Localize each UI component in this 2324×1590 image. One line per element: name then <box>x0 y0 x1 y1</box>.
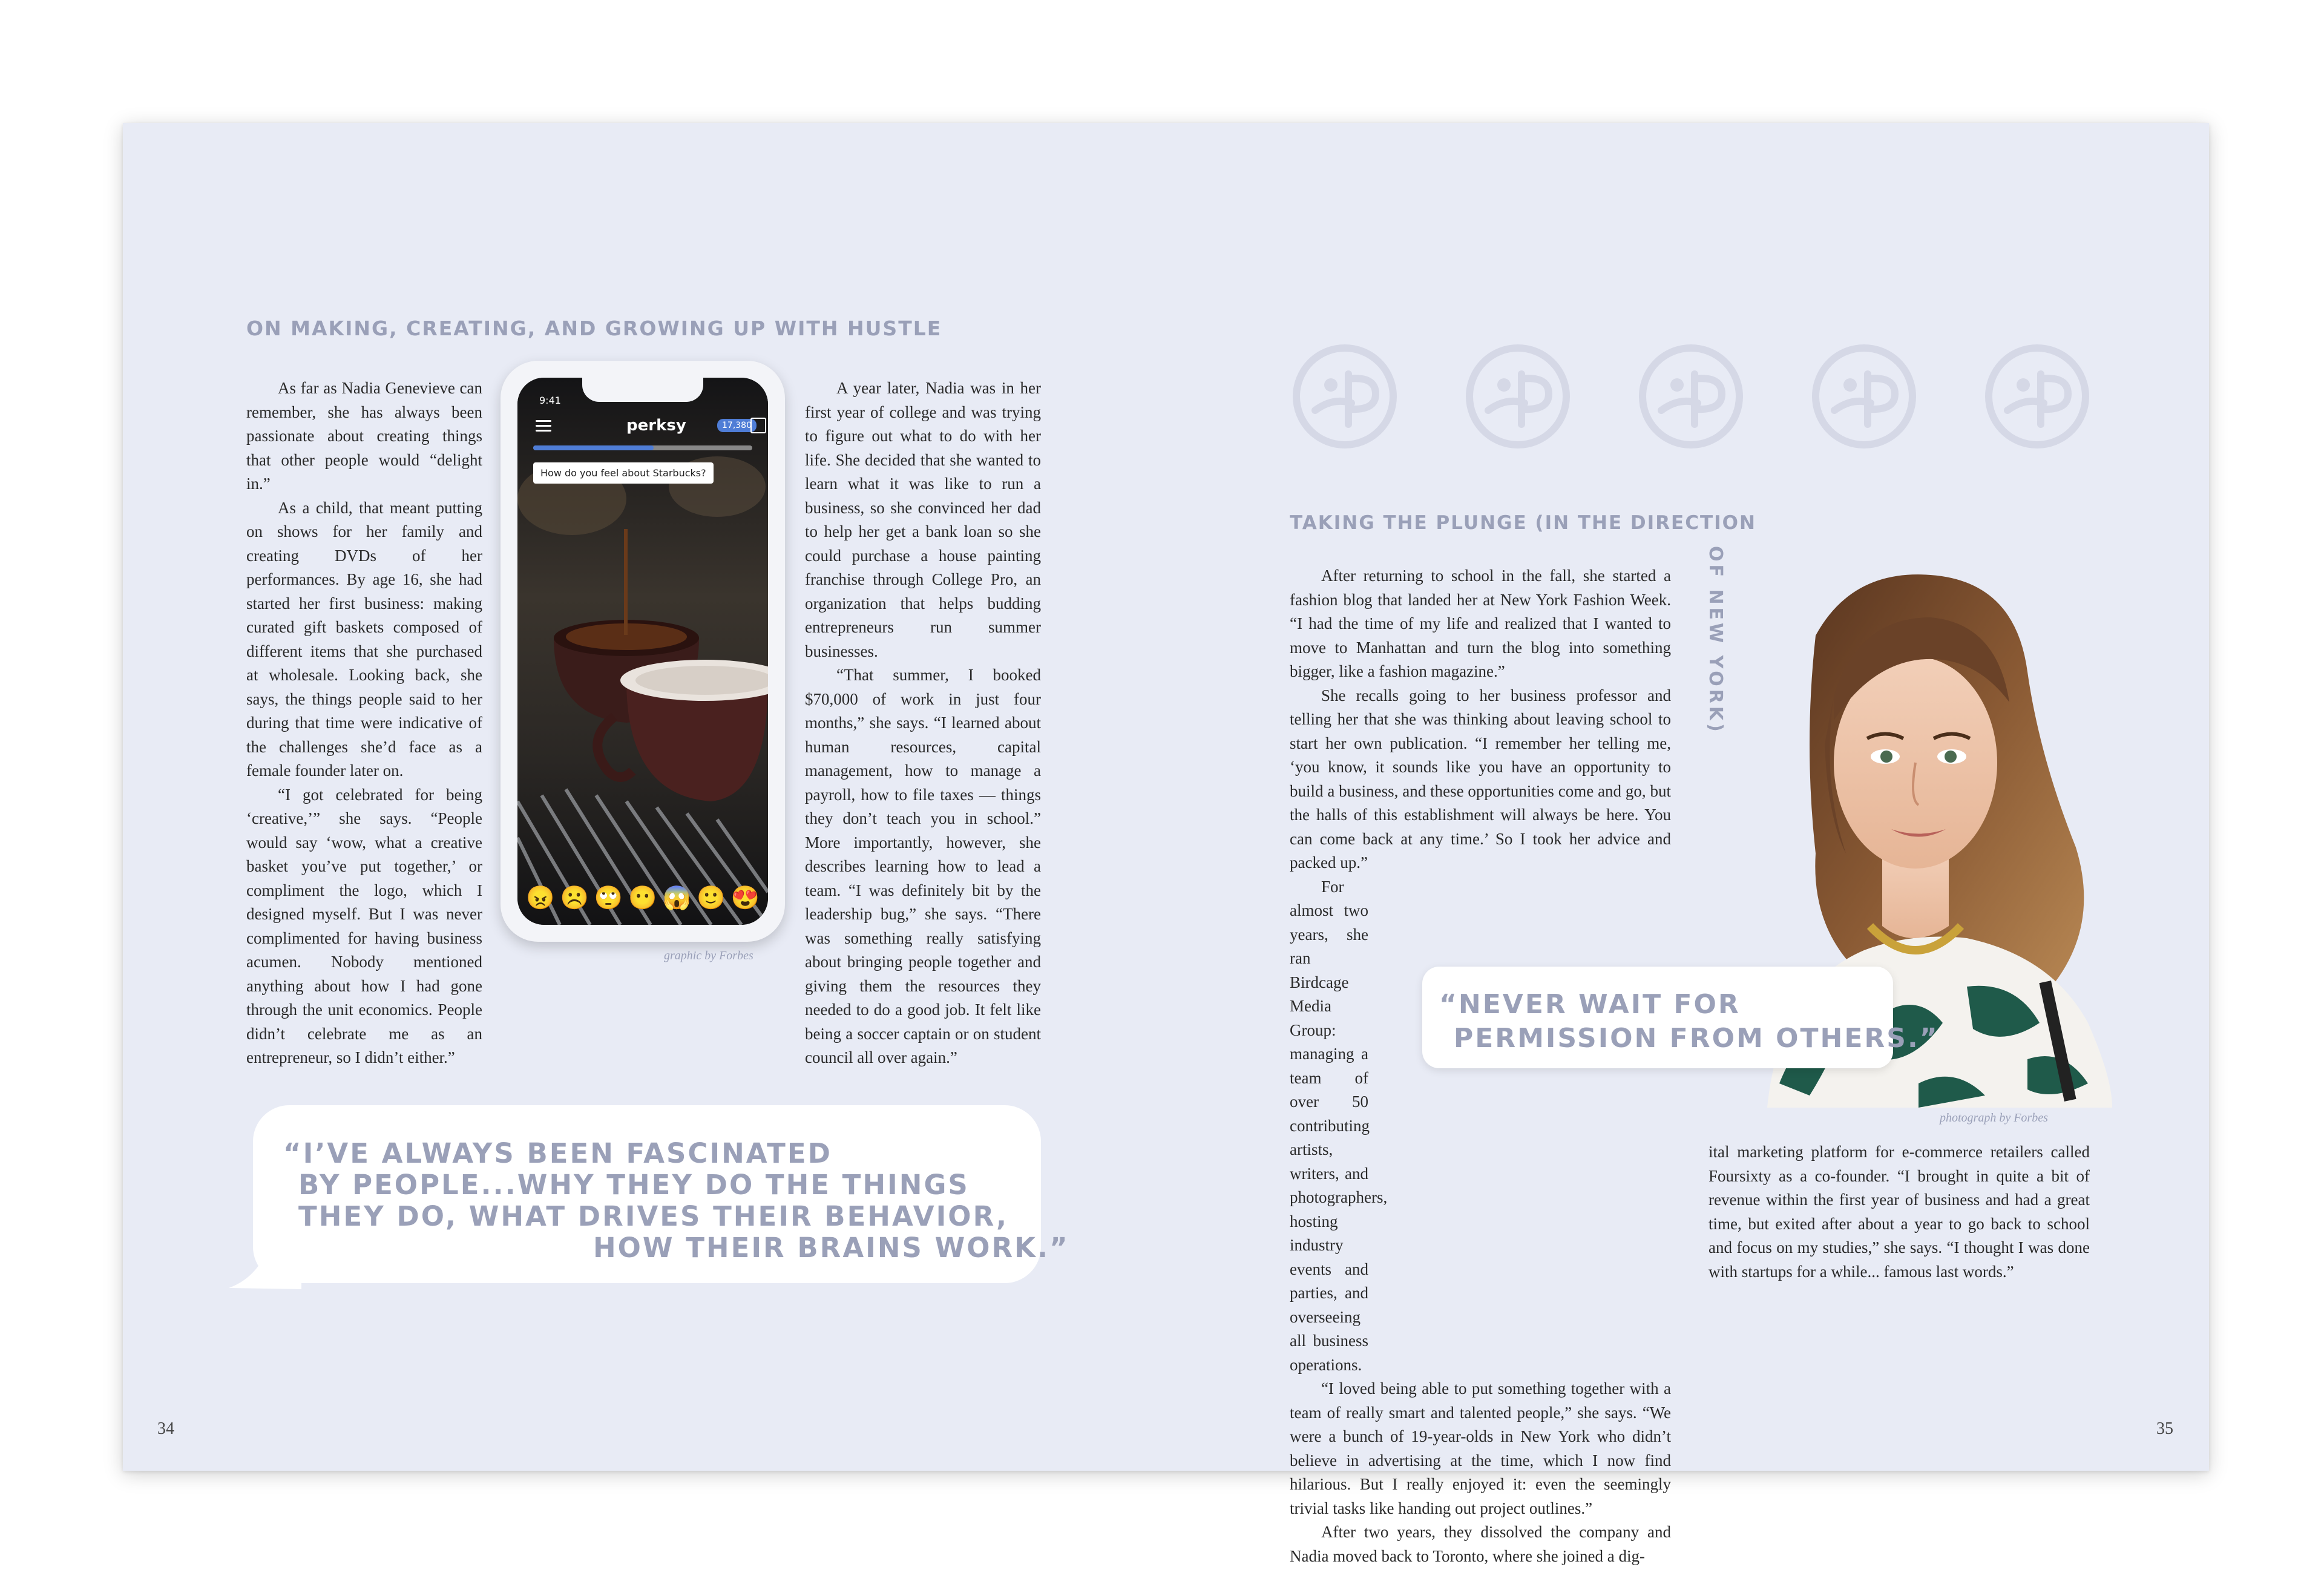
left-page-number: 34 <box>157 1419 174 1438</box>
coffee-photo <box>517 378 768 925</box>
right-section-heading-vertical: OF NEW YORK) <box>1705 546 1726 735</box>
paragraph: For almost two years, she ran Birdcage Media Group: managing a team of over 50 contributing artists, writers, and photographers, hosting industry events and parties, and overseeing all business operations. <box>1290 877 1388 1374</box>
emoji-reaction-1[interactable]: 😠 <box>526 885 555 911</box>
menu-icon[interactable] <box>536 420 551 432</box>
right-page-number: 35 <box>2156 1419 2173 1438</box>
emoji-reaction-5[interactable]: 😱 <box>662 885 692 911</box>
paragraph: After two years, they dissolved the company and Nadia moved back to Toronto, where she joined a dig- <box>1290 1523 1671 1565</box>
photo-credit: photograph by Forbes <box>1940 1111 2048 1125</box>
phone-mockup <box>501 361 785 942</box>
graphic-credit: graphic by Forbes <box>664 949 753 962</box>
paragraph: As far as Nadia Genevieve can remember, she has always been passionate about creating things that other people would “delight in.” <box>246 379 482 493</box>
emoji-reaction-3[interactable]: 🙄 <box>594 885 623 911</box>
pull-quote-line-1: “NEVER WAIT FOR <box>1439 989 1741 1020</box>
emoji-reaction-7[interactable]: 😍 <box>730 885 760 911</box>
left-section-heading: ON MAKING, CREATING, AND GROWING UP WITH HUSTLE <box>246 317 942 340</box>
left-column-1 <box>246 376 482 1070</box>
pull-quote-line-1: “I’VE ALWAYS BEEN FASCINATED <box>283 1137 832 1169</box>
pull-quote-line-4: HOW THEIR BRAINS WORK.” <box>593 1232 1069 1264</box>
pull-quote-line-2: PERMISSION FROM OTHERS.” <box>1454 1023 1939 1054</box>
progress-fill <box>533 445 654 450</box>
store-icon[interactable] <box>750 418 766 433</box>
paragraph: “I got celebrated for being ‘creative,’” she says. “People would say ‘wow, what a creative basket you’ve put together,’ or compliment the logo, which I designed myself. But I was never complimented for having business acumen. Nobody mentioned anything about how I had gone through the unit economics. People didn’t celebrate me as an entrepreneur, so I didn’t either.” <box>246 785 482 1066</box>
paragraph: “That summer, I booked $70,000 of work in just four months,” she says. “I learned about human resources, capital management, how to manage a payroll, how to file taxes — things they don’t teach you in school.” More importantly, however, she describes learning how to lead a team. “I was definitely bit by the leadership bug,” she says. “There was something really satisfying about bringing people together and giving them the resources they needed to do a good job. It felt like being a soccer captain or on student council all over again.” <box>805 666 1041 1066</box>
emoji-reaction-2[interactable]: ☹️ <box>560 885 589 911</box>
phone-screen <box>517 378 768 925</box>
points-badge: 17,380 <box>717 419 757 432</box>
perksy-face-icon <box>1983 343 2091 450</box>
pull-quote-line-2: BY PEOPLE...WHY THEY DO THE THINGS <box>298 1169 970 1201</box>
emoji-reaction-4[interactable]: 😶 <box>628 885 657 911</box>
survey-question: How do you feel about Starbucks? <box>533 462 714 484</box>
paragraph: As a child, that meant putting on shows for her family and creating DVDs of her performances. By age 16, she had started her first business: making curated gift baskets composed of different items that she purchased at wholesale. Looking back, she says, the things people said to her during that time were indicative of the challenges she’d face as a female founder later on. <box>246 498 482 780</box>
perksy-face-icon <box>1810 343 1918 450</box>
paragraph: A year later, Nadia was in her first year of college and was trying to figure out what to do with her life. She decided that she wanted to learn what it was like to run a business, so she convinced her dad to help her get a bank loan so she could purchase a house painting franchise through College Pro, an organization that helps budding entrepreneurs run summer businesses. <box>805 379 1041 660</box>
pull-quote-line-3: THEY DO, WHAT DRIVES THEIR BEHAVIOR, <box>298 1200 1009 1232</box>
paragraph: She recalls going to her business professor and telling her that she was thinking about leaving school to start her own publication. “I remember her telling me, ‘you know, it sounds like you have an opportunity to build a business, and these opportunities come and go, but the halls of this establishment will always be here. You can come back at any time.’ So I took her advice and packed up.” <box>1290 686 1671 872</box>
perksy-face-icon <box>1291 343 1399 450</box>
emoji-reaction-row <box>526 885 760 912</box>
right-column-2 <box>1709 1140 2090 1284</box>
right-section-heading: TAKING THE PLUNGE (IN THE DIRECTION <box>1290 512 1756 534</box>
left-column-2 <box>805 376 1041 1070</box>
emoji-reaction-6[interactable]: 🙂 <box>697 885 726 911</box>
paragraph: ital marketing platform for e-commerce retailers called Foursixty as a co-founder. “I brought in quite a bit of revenue within the first year of business and had a great time, but exited after about a year to go back to school and focus on my studies,” she says. “I thought I was done with startups for a while... famous last words.” <box>1709 1143 2090 1281</box>
progress-bar <box>533 445 752 450</box>
app-logo: perksy <box>626 416 686 435</box>
perksy-face-icon <box>1637 343 1745 450</box>
phone-notch <box>582 378 703 402</box>
perksy-face-icon <box>1464 343 1572 450</box>
status-time: 9:41 <box>539 395 561 406</box>
paragraph: After returning to school in the fall, she started a fashion blog that landed her at New York Fashion Week. “I had the time of my life and realized that I wanted to move to Manhattan and turn the blog into something bigger, like a fashion magazine.” <box>1290 567 1671 680</box>
paragraph: “I loved being able to put something together with a team of really smart and talented people,” she says. “We were a bunch of 19-year-olds in New York who didn’t believe in advertising at the time, which I now find hilarious. But I really enjoyed it: even the seemingly trivial tasks like handing out project outlines.” <box>1290 1379 1671 1517</box>
